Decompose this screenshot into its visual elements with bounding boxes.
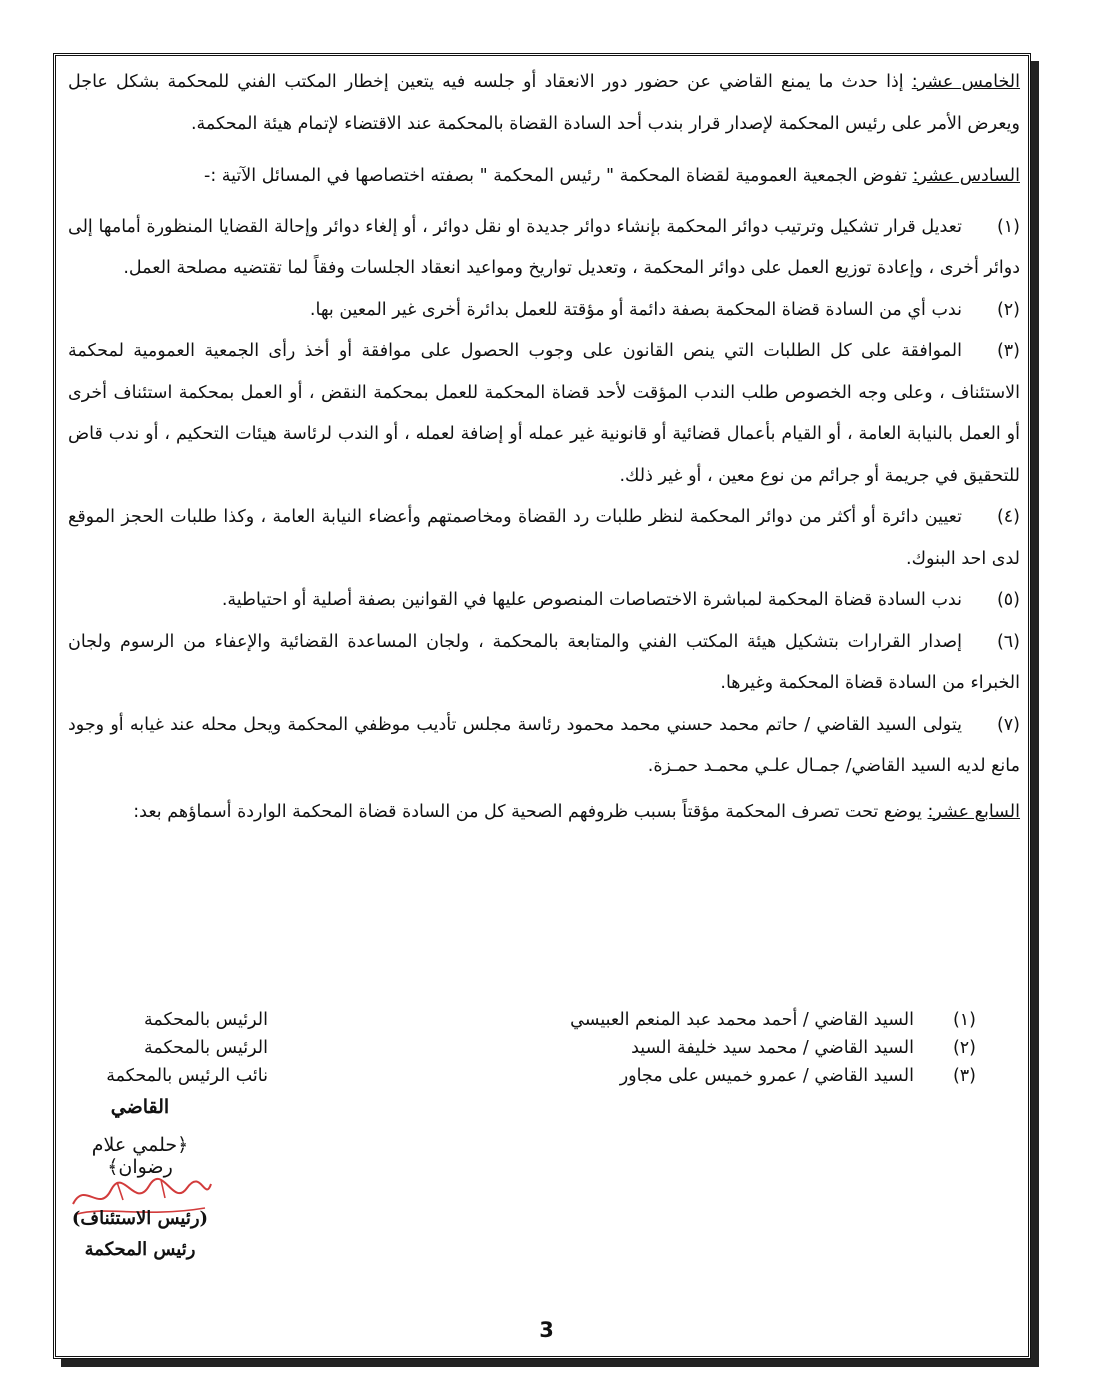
item-number: (٢) (996, 299, 1020, 320)
item-number: (٦) (996, 631, 1020, 652)
item-text: ندب السادة قضاة المحكمة لمباشرة الاختصاصات المنصوص عليها في القوانين بصفة أصلية أو احتياطية. (221, 590, 962, 610)
official-row (68, 1062, 1020, 1090)
section-text: إذا حدث ما يمنع القاضي عن حضور دور الانعقاد أو جلسه فيه يتعين إخطار المكتب الفني للمحكمة بشكل عاجل ويعرض الأمر على رئيس المحكمة لإصدار قرار بندب أحد السادة القضاة بالمحكمة عند الاقتضاء لإتمام هيئة المحكمة. (68, 72, 1020, 134)
signature-title: القاضي (110, 1096, 170, 1118)
item-number: (١) (996, 216, 1020, 237)
official-number: (٣) (952, 1066, 976, 1086)
signature-role-court: رئيس المحكمة (84, 1239, 196, 1260)
list-item (68, 622, 1020, 705)
officials-list (68, 1006, 1020, 1090)
official-name: السيد القاضي / محمد سيد خليفة السيد (631, 1038, 914, 1058)
document-body (68, 62, 1020, 825)
list-item (68, 497, 1020, 580)
section-text: يوضع تحت تصرف المحكمة مؤقتاً بسبب ظروفهم الصحية كل من السادة قضاة المحكمة الواردة أسماؤهم بعد: (133, 801, 928, 822)
list-item (68, 580, 1020, 622)
official-title: الرئيس بالمحكمة (144, 1010, 268, 1030)
list-item (68, 331, 1020, 497)
section-label: السابع عشر: (927, 801, 1020, 822)
item-text: يتولى السيد القاضي / حاتم محمد حسني محمد محمود رئاسة مجلس تأديب موظفي المحكمة ويحل محله عند غيابه أو وجود مانع لديه السيد القاضي/ جمـال علـي محمـد حمـزة. (68, 714, 1020, 776)
official-title: نائب الرئيس بالمحكمة (106, 1066, 268, 1086)
official-number: (١) (952, 1010, 976, 1030)
list-item (68, 705, 1020, 788)
item-text: ندب أي من السادة قضاة المحكمة بصفة دائمة أو مؤقتة للعمل بدائرة أخرى غير المعين بها. (309, 299, 962, 320)
official-number: (٢) (952, 1038, 976, 1058)
item-text: الموافقة على كل الطلبات التي ينص القانون على وجوب الحصول على موافقة أو أخذ رأى الجمعية العمومية لمحكمة الاستئناف ، وعلى وجه الخصوص طلب الندب المؤقت لأحد قضاة المحكمة للعمل بمحكمة النقض ، أو العمل بمحكمة استئناف أخرى أو العمل بالنيابة العامة ، أو القيام بأعمال قضائية أو قانونية غير عمله أو إضافة لعمله ، أو الندب لرئاسة هيئات التحكيم ، أو ندب قاض للتحقيق في جريمة أو جرائم من نوع معين ، أو غير ذلك. (68, 341, 1020, 486)
list-item (68, 290, 1020, 332)
section-fifteenth (68, 62, 1020, 145)
official-name: السيد القاضي / أحمد محمد عبد المنعم العبيسي (570, 1010, 914, 1030)
signature-role: (رئيس الاستئناف) (71, 1208, 209, 1229)
item-text: تعديل قرار تشكيل وترتيب دوائر المحكمة بإنشاء دوائر جديدة او نقل دوائر ، أو إلغاء دوائر وإحالة القضايا المنظورة أمامها إلى دوائر أخرى ، وإعادة توزيع العمل على دوائر المحكمة ، وتعديل تواريخ ومواعيد انعقاد الجلسات وفقاً لما تقتضيه مصلحة العمل. (68, 216, 1020, 278)
section-text: تفوض الجمعية العمومية لقضاة المحكمة " رئيس المحكمة " بصفته اختصاصها في المسائل الآتية :- (204, 166, 913, 186)
official-row (68, 1034, 1020, 1062)
section-label: الخامس عشر: (911, 72, 1020, 92)
item-number: (٣) (996, 341, 1020, 361)
signature-name: ﴿حلمي علام رضوان﴾ (91, 1134, 189, 1178)
item-number: (٤) (996, 507, 1020, 527)
item-text: إصدار القرارات بتشكيل هيئة المكتب الفني والمتابعة بالمحكمة ، ولجان المساعدة القضائية والإعفاء من الرسوم ولجان الخبراء من السادة قضاة المحكمة وغيرها. (68, 631, 1020, 693)
section-label: السادس عشر: (912, 166, 1020, 186)
list-item (68, 207, 1020, 290)
official-row (68, 1006, 1020, 1034)
page-number: 3 (539, 1318, 554, 1342)
section-sixteenth (68, 156, 1020, 198)
official-name: السيد القاضي / عمرو خميس على مجاور (619, 1066, 914, 1086)
signature-block (60, 1096, 220, 1260)
item-number: (٥) (996, 590, 1020, 610)
official-title: الرئيس بالمحكمة (144, 1038, 268, 1058)
item-text: تعيين دائرة أو أكثر من دوائر المحكمة لنظر طلبات رد القضاة ومخاصمتهم وأعضاء النيابة العامة ، وكذا طلبات الحجز الموقع لدى احد البنوك. (68, 507, 1020, 569)
item-number: (٧) (996, 714, 1020, 735)
delegation-list (68, 207, 1020, 788)
section-seventeenth (68, 799, 1020, 825)
